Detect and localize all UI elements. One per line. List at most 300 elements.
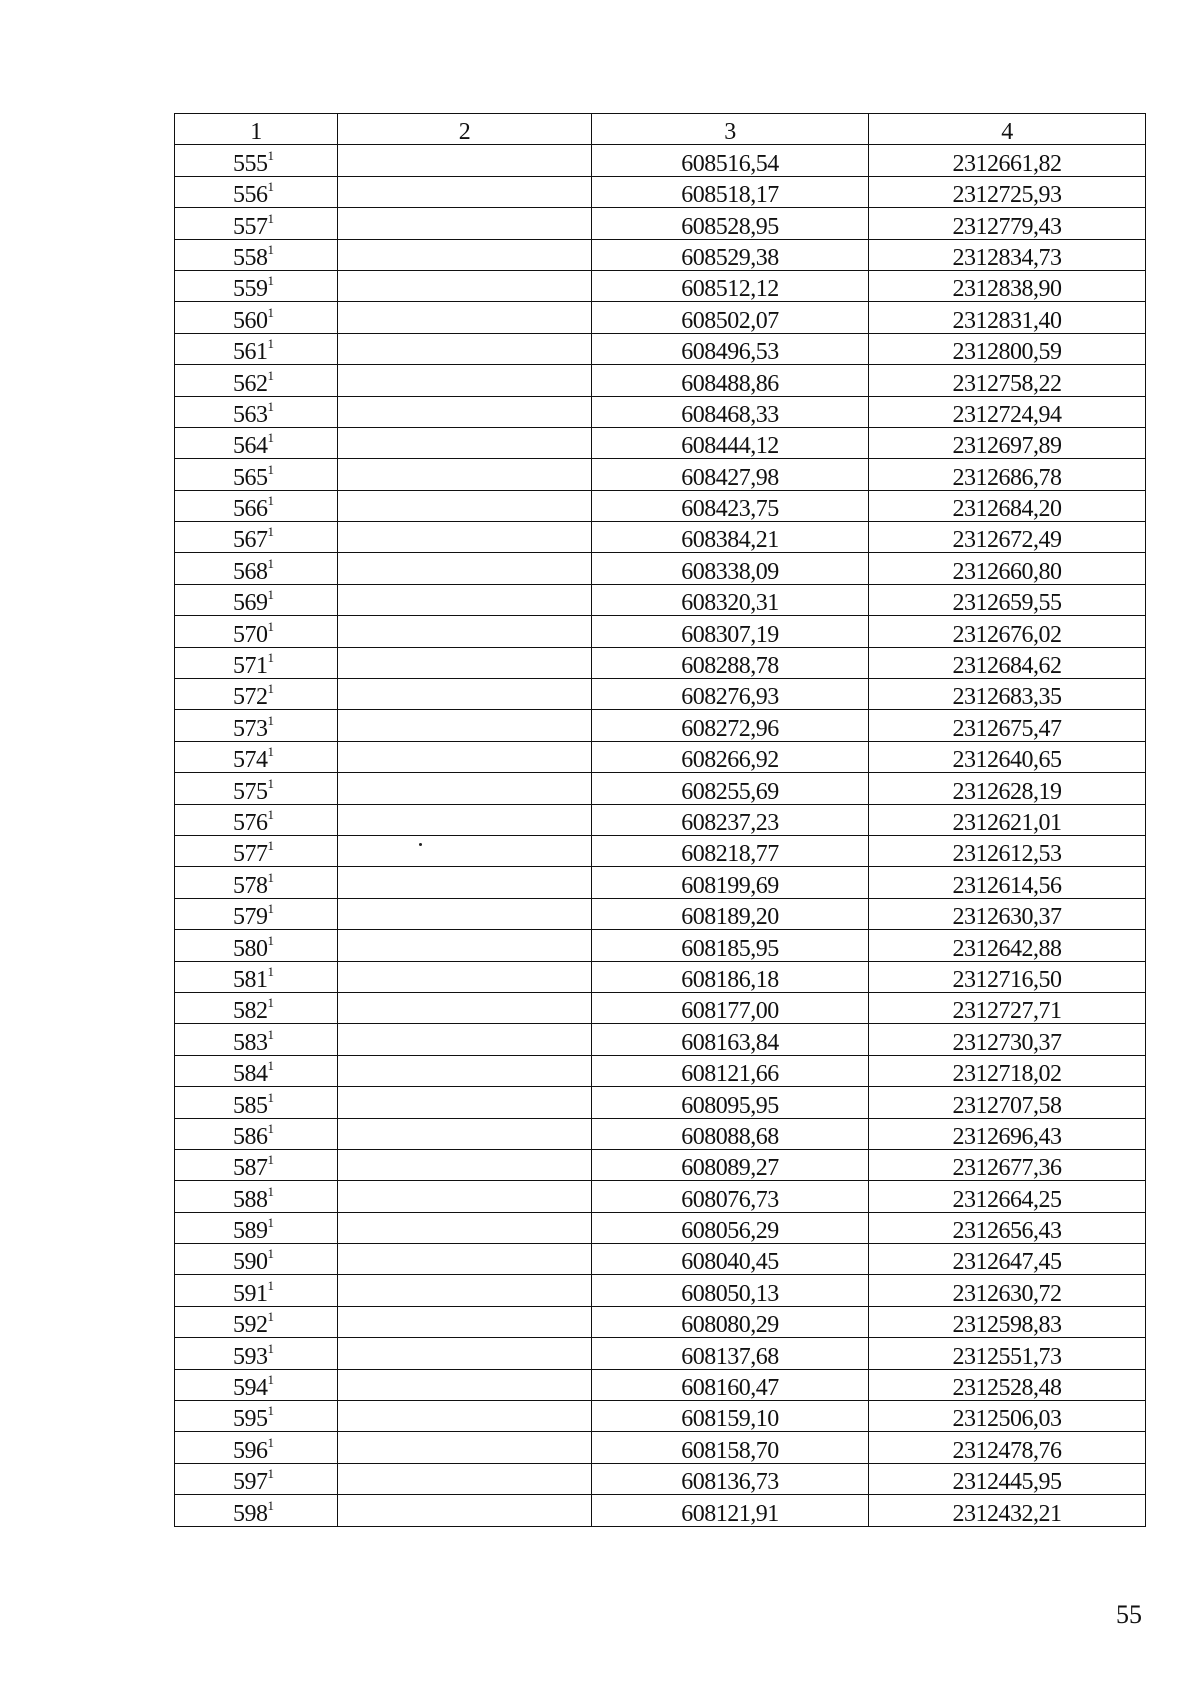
column-2-cell <box>338 1401 592 1432</box>
point-number-superscript: 1 <box>267 1403 274 1419</box>
y-coordinate-cell: 2312621,01 <box>869 804 1146 835</box>
x-coordinate-cell: 608089,27 <box>592 1149 869 1180</box>
column-2-cell <box>338 1212 592 1243</box>
point-number-cell <box>175 1401 338 1432</box>
point-number-cell <box>175 867 338 898</box>
point-number: 571 <box>233 653 268 679</box>
table-row <box>175 176 1146 207</box>
table-row <box>175 1181 1146 1212</box>
point-number: 581 <box>233 966 268 993</box>
point-number-superscript: 1 <box>267 430 274 446</box>
y-coordinate-cell: 2312656,43 <box>869 1212 1146 1243</box>
y-coordinate-cell: 2312551,73 <box>869 1338 1146 1369</box>
point-number-superscript: 1 <box>267 524 274 540</box>
table-row <box>175 616 1146 647</box>
point-number: 566 <box>233 496 268 522</box>
x-coordinate-cell: 608186,18 <box>592 961 869 992</box>
column-2-cell <box>338 867 592 898</box>
x-coordinate-cell: 608136,73 <box>592 1463 869 1494</box>
table-row <box>175 270 1146 301</box>
table-row <box>175 333 1146 364</box>
y-coordinate-cell: 2312675,47 <box>869 710 1146 741</box>
table-row <box>175 1432 1146 1463</box>
point-number: 568 <box>233 558 268 585</box>
point-number-cell <box>175 1087 338 1118</box>
point-number-cell <box>175 145 338 176</box>
point-number: 573 <box>233 715 268 742</box>
x-coordinate-cell: 608276,93 <box>592 679 869 710</box>
x-coordinate-cell: 608237,23 <box>592 804 869 835</box>
point-number: 558 <box>233 244 268 271</box>
column-2-cell <box>338 333 592 364</box>
point-number-superscript: 1 <box>267 932 274 948</box>
x-coordinate-cell: 608288,78 <box>592 647 869 678</box>
point-number-superscript: 1 <box>267 712 274 728</box>
y-coordinate-cell: 2312445,95 <box>869 1463 1146 1494</box>
point-number-cell <box>175 365 338 396</box>
column-2-cell <box>338 961 592 992</box>
table-row <box>175 553 1146 584</box>
y-coordinate-cell: 2312528,48 <box>869 1369 1146 1400</box>
point-number-superscript: 1 <box>267 681 274 697</box>
table-row <box>175 773 1146 804</box>
y-coordinate-cell: 2312718,02 <box>869 1055 1146 1086</box>
column-2-cell <box>338 396 592 427</box>
point-number: 563 <box>233 401 268 428</box>
point-number-superscript: 1 <box>267 273 274 289</box>
point-number: 582 <box>233 998 268 1024</box>
point-number-superscript: 1 <box>267 901 274 917</box>
y-coordinate-cell: 2312506,03 <box>869 1401 1146 1432</box>
y-coordinate-cell: 2312672,49 <box>869 522 1146 553</box>
point-number: 562 <box>233 370 268 397</box>
point-number-cell <box>175 1244 338 1275</box>
point-number-cell <box>175 1212 338 1243</box>
point-number-cell <box>175 208 338 239</box>
x-coordinate-cell: 608177,00 <box>592 992 869 1023</box>
y-coordinate-cell: 2312432,21 <box>869 1495 1146 1526</box>
point-number-superscript: 1 <box>267 1026 274 1042</box>
point-number-superscript: 1 <box>267 963 274 979</box>
point-number: 597 <box>233 1469 268 1495</box>
point-number: 596 <box>233 1437 268 1464</box>
point-number-superscript: 1 <box>267 1434 274 1450</box>
point-number-superscript: 1 <box>267 1058 274 1074</box>
point-number-superscript: 1 <box>267 398 274 414</box>
point-number-cell <box>175 961 338 992</box>
x-coordinate-cell: 608040,45 <box>592 1244 869 1275</box>
x-coordinate-cell: 608218,77 <box>592 835 869 866</box>
x-coordinate-cell: 608095,95 <box>592 1087 869 1118</box>
column-2-cell <box>338 992 592 1023</box>
x-coordinate-cell: 608163,84 <box>592 1024 869 1055</box>
point-number: 564 <box>233 433 268 459</box>
point-number-superscript: 1 <box>267 304 274 320</box>
point-number-superscript: 1 <box>267 1246 274 1262</box>
point-number: 584 <box>233 1061 268 1087</box>
coordinates-table <box>174 113 1146 1527</box>
column-2-cell <box>338 804 592 835</box>
point-number: 586 <box>233 1123 268 1150</box>
x-coordinate-cell: 608502,07 <box>592 302 869 333</box>
point-number: 589 <box>233 1218 268 1244</box>
point-number-superscript: 1 <box>267 806 274 822</box>
x-coordinate-cell: 608088,68 <box>592 1118 869 1149</box>
point-number-cell <box>175 679 338 710</box>
table-row <box>175 961 1146 992</box>
point-number-superscript: 1 <box>267 210 274 226</box>
point-number: 557 <box>233 213 268 240</box>
point-number-cell <box>175 930 338 961</box>
table-row <box>175 804 1146 835</box>
point-number: 561 <box>233 339 268 365</box>
column-2-cell <box>338 1495 592 1526</box>
point-number-superscript: 1 <box>267 995 274 1011</box>
point-number-cell <box>175 1181 338 1212</box>
point-number-cell <box>175 1306 338 1337</box>
y-coordinate-cell: 2312683,35 <box>869 679 1146 710</box>
y-coordinate-cell: 2312725,93 <box>869 176 1146 207</box>
table-row <box>175 1306 1146 1337</box>
table-row <box>175 835 1146 866</box>
point-number: 567 <box>233 527 268 553</box>
point-number-superscript: 1 <box>267 869 274 885</box>
point-number: 583 <box>233 1029 268 1056</box>
column-2-cell <box>338 145 592 176</box>
point-number: 572 <box>233 684 268 710</box>
scan-speck <box>419 843 422 846</box>
point-number-superscript: 1 <box>267 587 274 603</box>
x-coordinate-cell: 608121,66 <box>592 1055 869 1086</box>
table-row <box>175 992 1146 1023</box>
table-row <box>175 898 1146 929</box>
column-2-cell <box>338 1149 592 1180</box>
y-coordinate-cell: 2312724,94 <box>869 396 1146 427</box>
column-2-cell <box>338 1118 592 1149</box>
point-number-cell <box>175 741 338 772</box>
point-number-superscript: 1 <box>267 1089 274 1105</box>
table-row <box>175 427 1146 458</box>
point-number-cell <box>175 835 338 866</box>
page-number: 55 <box>1116 1600 1142 1629</box>
table-row <box>175 490 1146 521</box>
x-coordinate-cell: 608496,53 <box>592 333 869 364</box>
point-number: 590 <box>233 1249 268 1275</box>
y-coordinate-cell: 2312630,72 <box>869 1275 1146 1306</box>
x-coordinate-cell: 608189,20 <box>592 898 869 929</box>
header-cell-4: 4 <box>869 114 1146 145</box>
point-number-cell <box>175 1495 338 1526</box>
y-coordinate-cell: 2312640,65 <box>869 741 1146 772</box>
point-number-cell <box>175 616 338 647</box>
x-coordinate-cell: 608488,86 <box>592 365 869 396</box>
column-2-cell <box>338 459 592 490</box>
table-row <box>175 145 1146 176</box>
table-row <box>175 459 1146 490</box>
point-number-cell <box>175 239 338 270</box>
y-coordinate-cell: 2312661,82 <box>869 145 1146 176</box>
column-2-cell <box>338 835 592 866</box>
x-coordinate-cell: 608158,70 <box>592 1432 869 1463</box>
point-number-cell <box>175 773 338 804</box>
column-2-cell <box>338 490 592 521</box>
x-coordinate-cell: 608468,33 <box>592 396 869 427</box>
x-coordinate-cell: 608159,10 <box>592 1401 869 1432</box>
point-number: 570 <box>233 621 268 648</box>
point-number-cell <box>175 1275 338 1306</box>
x-coordinate-cell: 608528,95 <box>592 208 869 239</box>
point-number: 577 <box>233 841 268 867</box>
y-coordinate-cell: 2312628,19 <box>869 773 1146 804</box>
header-row <box>175 114 1146 145</box>
point-number: 585 <box>233 1092 268 1118</box>
point-number: 595 <box>233 1406 268 1432</box>
y-coordinate-cell: 2312697,89 <box>869 427 1146 458</box>
point-number-cell <box>175 584 338 615</box>
table-row <box>175 365 1146 396</box>
point-number-cell <box>175 1369 338 1400</box>
point-number-cell <box>175 1118 338 1149</box>
table-row <box>175 1244 1146 1275</box>
table-row <box>175 1495 1146 1526</box>
point-number-cell <box>175 427 338 458</box>
point-number: 594 <box>233 1375 268 1401</box>
column-2-cell <box>338 710 592 741</box>
point-number: 565 <box>233 464 268 491</box>
point-number-superscript: 1 <box>267 1183 274 1199</box>
y-coordinate-cell: 2312677,36 <box>869 1149 1146 1180</box>
x-coordinate-cell: 608199,69 <box>592 867 869 898</box>
column-2-cell <box>338 1432 592 1463</box>
y-coordinate-cell: 2312598,83 <box>869 1306 1146 1337</box>
column-2-cell <box>338 1087 592 1118</box>
column-2-cell <box>338 553 592 584</box>
y-coordinate-cell: 2312614,56 <box>869 867 1146 898</box>
table-row <box>175 1369 1146 1400</box>
column-2-cell <box>338 208 592 239</box>
column-2-cell <box>338 773 592 804</box>
point-number: 576 <box>233 809 268 836</box>
y-coordinate-cell: 2312831,40 <box>869 302 1146 333</box>
point-number: 556 <box>233 182 268 208</box>
point-number-superscript: 1 <box>267 650 274 666</box>
x-coordinate-cell: 608185,95 <box>592 930 869 961</box>
point-number-superscript: 1 <box>267 744 274 760</box>
point-number: 588 <box>233 1186 268 1213</box>
y-coordinate-cell: 2312686,78 <box>869 459 1146 490</box>
table-row <box>175 1087 1146 1118</box>
point-number-superscript: 1 <box>267 775 274 791</box>
column-2-cell <box>338 1024 592 1055</box>
x-coordinate-cell: 608076,73 <box>592 1181 869 1212</box>
x-coordinate-cell: 608320,31 <box>592 584 869 615</box>
point-number-cell <box>175 459 338 490</box>
point-number: 569 <box>233 590 268 616</box>
point-number-superscript: 1 <box>267 1120 274 1136</box>
point-number-superscript: 1 <box>267 555 274 571</box>
x-coordinate-cell: 608427,98 <box>592 459 869 490</box>
table-body <box>175 114 1146 1527</box>
table-row <box>175 396 1146 427</box>
column-2-cell <box>338 522 592 553</box>
x-coordinate-cell: 608338,09 <box>592 553 869 584</box>
header-cell-3: 3 <box>592 114 869 145</box>
point-number: 559 <box>233 276 268 302</box>
table-row <box>175 302 1146 333</box>
table-row <box>175 1463 1146 1494</box>
table-row <box>175 647 1146 678</box>
column-2-cell <box>338 741 592 772</box>
header-cell-1: 1 <box>175 114 338 145</box>
column-2-cell <box>338 302 592 333</box>
point-number-superscript: 1 <box>267 367 274 383</box>
column-2-cell <box>338 239 592 270</box>
point-number-cell <box>175 1463 338 1494</box>
point-number-superscript: 1 <box>267 1309 274 1325</box>
table-row <box>175 1024 1146 1055</box>
table-row <box>175 1149 1146 1180</box>
column-2-cell <box>338 584 592 615</box>
x-coordinate-cell: 608255,69 <box>592 773 869 804</box>
point-number-cell <box>175 804 338 835</box>
y-coordinate-cell: 2312676,02 <box>869 616 1146 647</box>
point-number-superscript: 1 <box>267 618 274 634</box>
point-number-superscript: 1 <box>267 1277 274 1293</box>
point-number-superscript: 1 <box>267 1466 274 1482</box>
point-number: 598 <box>233 1500 268 1527</box>
point-number-cell <box>175 898 338 929</box>
y-coordinate-cell: 2312779,43 <box>869 208 1146 239</box>
x-coordinate-cell: 608080,29 <box>592 1306 869 1337</box>
column-2-cell <box>338 427 592 458</box>
y-coordinate-cell: 2312647,45 <box>869 1244 1146 1275</box>
point-number: 574 <box>233 747 268 773</box>
point-number-superscript: 1 <box>267 838 274 854</box>
point-number-cell <box>175 1338 338 1369</box>
column-2-cell <box>338 1055 592 1086</box>
point-number-superscript: 1 <box>267 336 274 352</box>
point-number: 579 <box>233 904 268 930</box>
header-cell-2: 2 <box>338 114 592 145</box>
y-coordinate-cell: 2312684,62 <box>869 647 1146 678</box>
point-number-superscript: 1 <box>267 461 274 477</box>
x-coordinate-cell: 608121,91 <box>592 1495 869 1526</box>
point-number-superscript: 1 <box>267 1215 274 1231</box>
point-number-cell <box>175 710 338 741</box>
y-coordinate-cell: 2312642,88 <box>869 930 1146 961</box>
column-2-cell <box>338 679 592 710</box>
table-row <box>175 239 1146 270</box>
y-coordinate-cell: 2312696,43 <box>869 1118 1146 1149</box>
y-coordinate-cell: 2312684,20 <box>869 490 1146 521</box>
x-coordinate-cell: 608384,21 <box>592 522 869 553</box>
x-coordinate-cell: 608272,96 <box>592 710 869 741</box>
point-number: 578 <box>233 872 268 899</box>
y-coordinate-cell: 2312834,73 <box>869 239 1146 270</box>
table-row <box>175 1055 1146 1086</box>
point-number-superscript: 1 <box>267 241 274 257</box>
column-2-cell <box>338 1244 592 1275</box>
column-2-cell <box>338 1369 592 1400</box>
point-number-superscript: 1 <box>267 1152 274 1168</box>
table-row <box>175 584 1146 615</box>
point-number-cell <box>175 302 338 333</box>
point-number-cell <box>175 333 338 364</box>
x-coordinate-cell: 608307,19 <box>592 616 869 647</box>
point-number-superscript: 1 <box>267 493 274 509</box>
point-number: 580 <box>233 935 268 962</box>
point-number: 560 <box>233 307 268 334</box>
point-number-cell <box>175 992 338 1023</box>
x-coordinate-cell: 608160,47 <box>592 1369 869 1400</box>
point-number-cell <box>175 1024 338 1055</box>
column-2-cell <box>338 616 592 647</box>
x-coordinate-cell: 608516,54 <box>592 145 869 176</box>
column-2-cell <box>338 647 592 678</box>
point-number-superscript: 1 <box>267 179 274 195</box>
table-row <box>175 710 1146 741</box>
x-coordinate-cell: 608518,17 <box>592 176 869 207</box>
y-coordinate-cell: 2312659,55 <box>869 584 1146 615</box>
table-row <box>175 1401 1146 1432</box>
x-coordinate-cell: 608512,12 <box>592 270 869 301</box>
y-coordinate-cell: 2312630,37 <box>869 898 1146 929</box>
point-number-superscript: 1 <box>267 147 274 163</box>
y-coordinate-cell: 2312800,59 <box>869 333 1146 364</box>
column-2-cell <box>338 1338 592 1369</box>
point-number-superscript: 1 <box>267 1497 274 1513</box>
column-2-cell <box>338 1275 592 1306</box>
x-coordinate-cell: 608137,68 <box>592 1338 869 1369</box>
x-coordinate-cell: 608266,92 <box>592 741 869 772</box>
table-row <box>175 522 1146 553</box>
column-2-cell <box>338 1463 592 1494</box>
table-row <box>175 1118 1146 1149</box>
y-coordinate-cell: 2312716,50 <box>869 961 1146 992</box>
y-coordinate-cell: 2312664,25 <box>869 1181 1146 1212</box>
column-2-cell <box>338 176 592 207</box>
y-coordinate-cell: 2312730,37 <box>869 1024 1146 1055</box>
x-coordinate-cell: 608056,29 <box>592 1212 869 1243</box>
x-coordinate-cell: 608444,12 <box>592 427 869 458</box>
x-coordinate-cell: 608050,13 <box>592 1275 869 1306</box>
point-number-cell <box>175 1432 338 1463</box>
point-number-superscript: 1 <box>267 1340 274 1356</box>
point-number: 592 <box>233 1312 268 1338</box>
column-2-cell <box>338 1306 592 1337</box>
point-number-cell <box>175 176 338 207</box>
y-coordinate-cell: 2312612,53 <box>869 835 1146 866</box>
table-row <box>175 867 1146 898</box>
point-number-cell <box>175 647 338 678</box>
x-coordinate-cell: 608529,38 <box>592 239 869 270</box>
point-number-cell <box>175 553 338 584</box>
table-row <box>175 1275 1146 1306</box>
point-number: 555 <box>233 150 268 177</box>
table-row <box>175 1212 1146 1243</box>
y-coordinate-cell: 2312707,58 <box>869 1087 1146 1118</box>
table-row <box>175 741 1146 772</box>
table-row <box>175 930 1146 961</box>
table-row <box>175 1338 1146 1369</box>
point-number: 587 <box>233 1155 268 1181</box>
point-number-cell <box>175 396 338 427</box>
point-number-superscript: 1 <box>267 1372 274 1388</box>
point-number-cell <box>175 1055 338 1086</box>
point-number: 575 <box>233 778 268 805</box>
point-number-cell <box>175 270 338 301</box>
x-coordinate-cell: 608423,75 <box>592 490 869 521</box>
